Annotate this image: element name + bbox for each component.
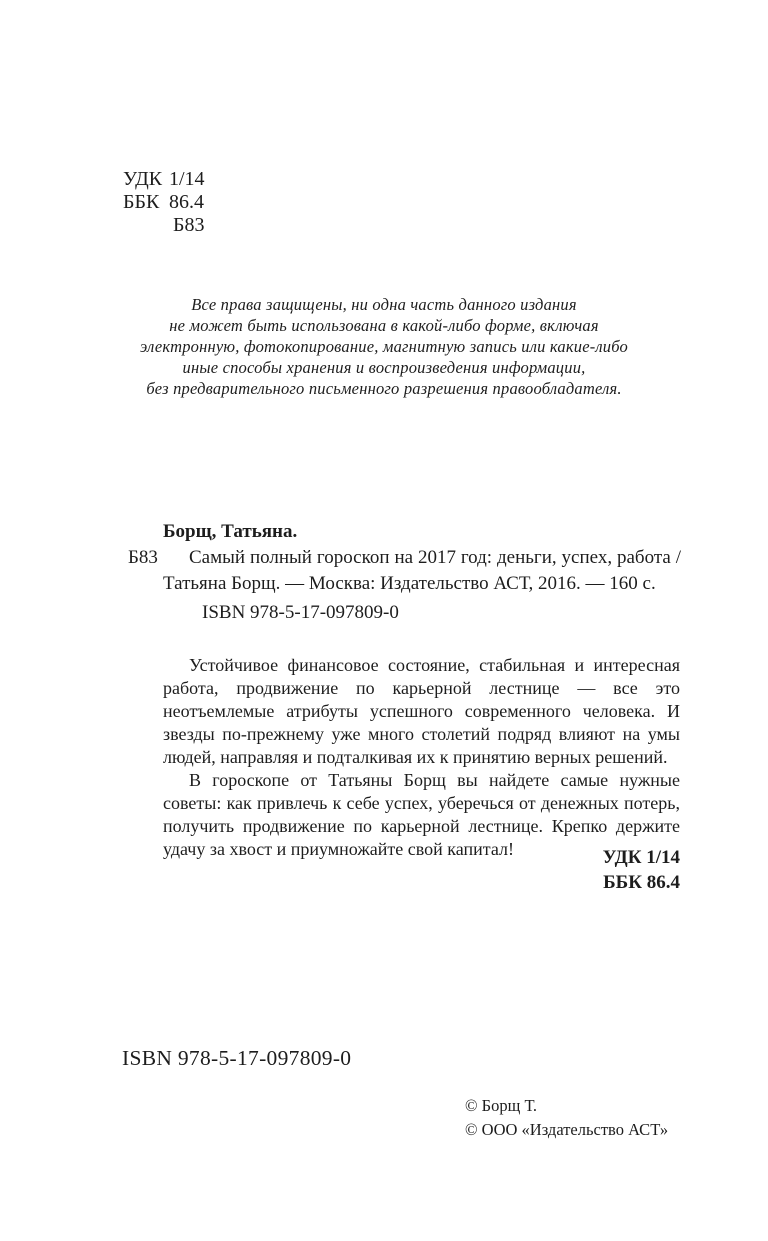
bbk-code-line bbox=[123, 191, 205, 214]
author-sign-line bbox=[123, 214, 205, 237]
bibliographic-record bbox=[128, 519, 681, 626]
udk-code-line bbox=[123, 168, 205, 191]
author-sign: Б83 bbox=[173, 214, 205, 236]
rights-notice bbox=[0, 294, 768, 399]
udk-code-right: УДК 1/14 bbox=[602, 847, 680, 868]
rights-notice-line: электронную, фотокопирование, магнитную запись или какие-либо bbox=[140, 337, 628, 356]
bbk-code-right: ББК 86.4 bbox=[603, 872, 680, 893]
udk-label: УДК bbox=[123, 168, 163, 190]
bib-author: Борщ, Татьяна. bbox=[163, 521, 298, 542]
classification-codes-right bbox=[603, 845, 680, 895]
bib-description: Самый полный гороскоп на 2017 год: деньги, успех, работа / Татьяна Борщ. — Москва: Издательство АСТ, 2016. — 160 с. bbox=[163, 547, 681, 594]
rights-notice-line: не может быть использована в какой-либо форме, включая bbox=[169, 316, 599, 335]
annotation-paragraph: Устойчивое финансовое состояние, стабильная и интересная работа, продвижение по карьерной лестнице — все это неотъемлемые атрибуты успешного современного человека. И звезды по-прежнему уже много столетий подряд влияют на умы людей, направляя и подталкивая их к принятию верных решений. bbox=[163, 655, 680, 767]
classification-codes-top bbox=[123, 168, 205, 237]
copyright-block bbox=[465, 1094, 668, 1142]
rights-notice-line: без предварительного письменного разрешения правообладателя. bbox=[146, 379, 622, 398]
isbn-footer: ISBN 978-5-17-097809-0 bbox=[122, 1046, 352, 1070]
copyright-author-line: © Борщ Т. bbox=[465, 1096, 538, 1115]
rights-notice-line: Все права защищены, ни одна часть данного издания bbox=[191, 295, 577, 314]
rights-notice-line: иные способы хранения и воспроизведения информации, bbox=[182, 358, 586, 377]
bib-entry bbox=[128, 545, 681, 597]
udk-value: 1/14 bbox=[169, 168, 205, 190]
copyright-publisher-line: © ООО «Издательство АСТ» bbox=[465, 1120, 669, 1139]
bib-author-sign: Б83 bbox=[128, 547, 158, 568]
annotation-paragraph: В гороскопе от Татьяны Борщ вы найдете самые нужные советы: как привлечь к себе успех, уберечься от денежных потерь, получить продвижение по карьерной лестнице. Крепко держите удачу за хвост и приумножайте свой капитал! bbox=[163, 770, 680, 859]
bbk-label: ББК bbox=[123, 191, 160, 213]
annotation bbox=[163, 654, 680, 861]
bbk-value: 86.4 bbox=[169, 191, 204, 213]
bib-isbn: ISBN 978-5-17-097809-0 bbox=[202, 602, 399, 623]
